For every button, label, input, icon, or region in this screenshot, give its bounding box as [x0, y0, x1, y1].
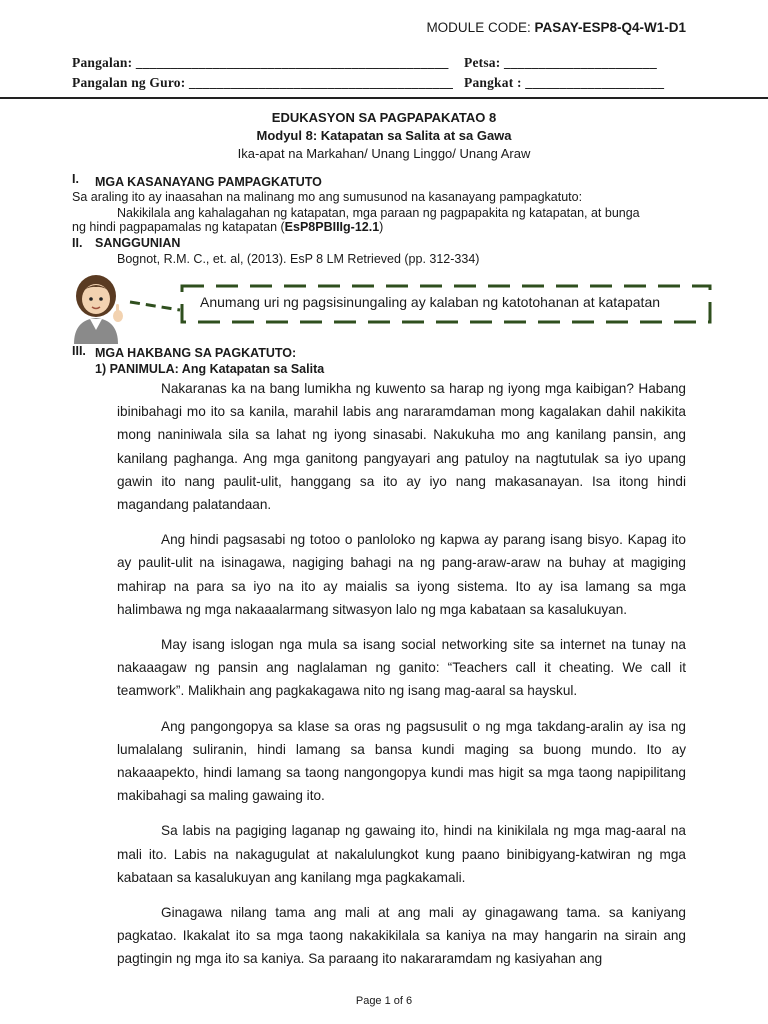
section1-competency-line1: Nakikilala ang kahalagahan ng katapatan, mga paraan ng pagpapakita ng katapatan, at bunga: [117, 206, 640, 220]
lesson-body: [117, 377, 686, 983]
paragraph: Ginagawa nilang tama ang mali at ang mali ay ginagawang tama. sa kaniyang pagkatao. Ikakalat ito sa mga taong nakakikilala sa kaniya na may hangarin na sirain ang pagtingin ng mga ito sa kaniya. Sa paraang ito nakararamdam ng kasiyahan ang: [117, 905, 686, 967]
module-title: Modyul 8: Katapatan sa Salita at sa Gawa: [256, 128, 512, 143]
subject-title: EDUKASYON SA PAGPAPAKATAO 8: [271, 110, 497, 125]
subsection-title: 1) PANIMULA: Ang Katapatan sa Salita: [95, 362, 325, 376]
section-field[interactable]: Pangkat : ____________________: [464, 75, 665, 90]
teacher-field[interactable]: Pangalan ng Guro: ______________________________________: [72, 75, 454, 90]
name-field[interactable]: Pangalan: _____________________________________________: [72, 55, 449, 70]
module-code-label: MODULE CODE:: [426, 20, 535, 35]
schedule-subtitle: Ika-apat na Markahan/ Unang Linggo/ Unang Araw: [237, 146, 531, 161]
page-number: Page 1 of 6: [355, 995, 413, 1007]
section3-title: MGA HAKBANG SA PAGKATUTO:: [95, 346, 297, 360]
section2-number: II.: [72, 236, 83, 250]
paragraph: May isang islogan nga mula sa isang social networking site sa internet na tunay na nakaaagaw ng pansin ang naglalaman ng ganito: “Teachers call it cheating. We call it teamwork”. Malikhain ang pagkakagawa nito ng isang mag-aaral sa hayskul.: [117, 637, 686, 699]
section2-title: SANGGUNIAN: [95, 236, 181, 250]
paragraph: Ang hindi pagsasabi ng totoo o panloloko ng kapwa ay parang isang bisyo. Kapag ito ay paulit-ulit na isinagawa, nagiging bahagi na ng pang-araw-araw na buhay at magiging mahirap na para sa iyo na ito ay maialis sa iyong sistema. Ito ay isa lamang sa mga halimbawa ng mga nakaaalarmang sitwasyon lalo ng mga kabataan sa kasalukuyan.: [117, 532, 686, 617]
teacher-avatar-icon: [66, 272, 128, 344]
paragraph: Ang pangongopya sa klase sa oras ng pagsusulit o ng mga takdang-aralin ay isa ng lumalalang suliranin, hindi lamang sa bansa kundi maging sa buong mundo. Ito ay nakaaapekto, hindi lamang sa taong nangongopya kundi mas higit sa mga taong napipilitang makibahagi sa maling gawaing ito.: [117, 718, 686, 804]
callout-quote: Anumang uri ng pagsisinungaling ay kalaban ng katotohanan at katapatan: [200, 294, 661, 310]
module-code: [426, 20, 686, 35]
competency-close: ): [379, 220, 384, 234]
date-field[interactable]: Petsa: ______________________: [464, 55, 657, 70]
paragraph: Nakaranas ka na bang lumikha ng kuwento sa harap ng iyong mga kaibigan? Habang ibinibahagi mo ito sa kanila, marahil labis ang nararamdaman mong kagalakan dahil nakikita mong naniniwala sila sa lahat ng iyong sinasabi. Nakukuha mo ang kanilang pansin, ang kanilang paghanga. Ang mga ganitong pangyayari ang patuloy na nagtutulak sa iyo upang gawin ito nang paulit-ulit, hanggang sa ito ay iyo nang makasanayan. Isa itong hindi magandang palatandaan.: [117, 381, 686, 513]
competency-text: ng hindi pagpapamalas ng katapatan (: [72, 220, 285, 234]
section1-competency-line2: [72, 220, 383, 234]
section1-intro: Sa araling ito ay inaasahan na malinang mo ang sumusunod na kasanayang pampagkatuto:: [72, 190, 583, 204]
module-code-value: PASAY-ESP8-Q4-W1-D1: [534, 20, 686, 35]
section1-number: I.: [72, 172, 79, 186]
section1-title: MGA KASANAYANG PAMPAGKATUTO: [95, 175, 322, 189]
paragraph: Sa labis na pagiging laganap ng gawaing ito, hindi na kinikilala ng mga mag-aaral na mali ito. Labis na nakagugulat at nakalulungkot kung paano binibigyang-katwiran ng mga kabataan sa kasalukuyan ang kanilang mga pagkakamali.: [117, 823, 686, 885]
competency-code: EsP8PBIIIg-12.1: [284, 220, 380, 234]
header-divider: [0, 97, 768, 99]
speech-pointer-icon: [128, 296, 182, 314]
section3-number: III.: [72, 344, 86, 358]
section2-reference: Bognot, R.M. C., et. al, (2013). EsP 8 LM Retrieved (pp. 312-334): [117, 252, 480, 266]
